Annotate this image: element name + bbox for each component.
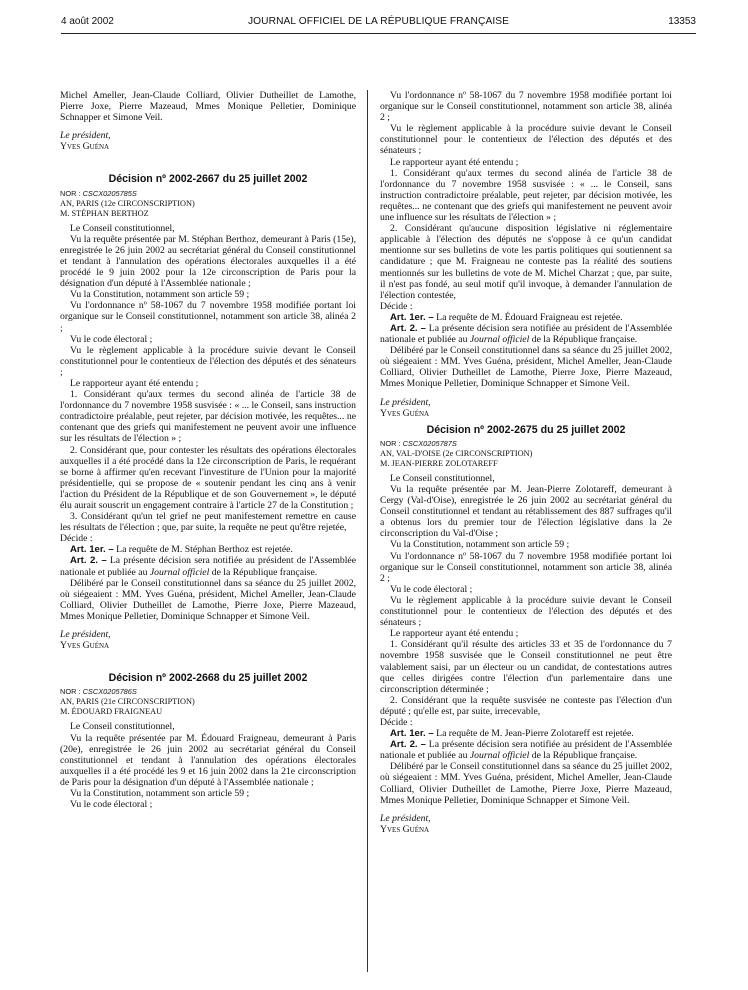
decision-caption [380, 449, 672, 469]
nor-reference [60, 188, 356, 199]
caption-constituency: AN, PARIS (21e CIRCONSCRIPTION) [60, 697, 195, 707]
signature-title: Le président, [380, 396, 431, 408]
paragraph: Vu le règlement applicable à la procédure suivie devant le Conseil constitutionnel pour le contentieux de l'élection des députés et des sénateurs ; [60, 344, 356, 378]
continued-delib: Michel Ameller, Jean-Claude Colliard, Olivier Dutheillet de Lamothe, Pierre Joxe, Pierre Mazeaud, Mmes Monique Pelletier, Dominique Schnapper et Simone Veil. [60, 90, 356, 124]
header-rule [61, 33, 696, 34]
nor-code: CSCX0205785S [82, 188, 137, 198]
paragraph: Le rapporteur ayant été entendu ; [390, 156, 519, 168]
nor-label: NOR : [60, 687, 81, 697]
decision-title: Décision nº 2002-2667 du 25 juillet 2002 [108, 173, 308, 186]
paragraph: Vu la Constitution, notamment son article 59 ; [390, 539, 570, 551]
decision-caption [60, 199, 356, 219]
article-text: La requête de M. Stéphan Berthoz est rejetée. [116, 544, 293, 556]
paragraph: Le rapporteur ayant été entendu ; [390, 628, 519, 640]
article-label: Art. 1er. – [390, 728, 434, 740]
decision-title: Décision nº 2002-2668 du 25 juillet 2002 [108, 672, 308, 685]
paragraph: Vu le règlement applicable à la procédure suivie devant le Conseil constitutionnel pour le contentieux de l'élection des députés et des sénateurs ; [380, 594, 672, 629]
decide-label: Décide : [60, 533, 93, 545]
right-column [380, 90, 672, 835]
article-text: La requête de M. Édouard Fraigneau est rejetée. [436, 311, 623, 323]
paragraph: Vu le règlement applicable à la procédure suivie devant le Conseil constitutionnel pour le contentieux de l'élection des députés et des sénateurs ; [380, 123, 672, 157]
article-label: Art. 2. – [70, 555, 107, 567]
caption-constituency: AN, PARIS (12e CIRCONSCRIPTION) [60, 198, 195, 208]
article-label: Art. 2. – [390, 739, 426, 751]
caption-applicant: M. JEAN-PIERRE ZOLOTAREFF [380, 458, 498, 468]
journal-title: JOURNAL OFFICIEL DE LA RÉPUBLIQUE FRANÇAISE [247, 16, 510, 27]
signature-title: Le président, [60, 629, 111, 641]
paragraph: 2. Considérant qu'aucune disposition législative ni réglementaire applicable à l'élection des députés ne s'oppose à ce qu'un candidat mentionne sur ses bulletins de vote les partis politiques qui soutiennent sa candidature ; que M. Fraigneau ne conteste pas la réalité des soutiens mentionnés sur les bulletins de vote de M. Michel Charzat ; que, par suite, il n'est pas fondé, au seul motif qu'il invoque, à demander l'annulation de l'élection contestée, [380, 223, 672, 301]
decision-2675 [380, 425, 672, 835]
nor-label: NOR : [60, 188, 81, 198]
article-label: Art. 1er. – [390, 311, 434, 323]
paragraph: Le Conseil constitutionnel, [70, 721, 175, 733]
paragraph: Vu l'ordonnance nº 58-1067 du 7 novembre 1958 modifiée portant loi organique sur le Conseil constitutionnel, notamment son article 38, alinéa 2 ; [380, 90, 672, 124]
signature-name: Yves Guéna [60, 640, 110, 652]
article-1 [60, 544, 356, 555]
journal-officiel: Journal officiel [149, 566, 210, 578]
article-text: de la République française. [531, 750, 638, 762]
decision-2668 [60, 673, 356, 810]
column-separator [367, 90, 368, 972]
paragraph: Vu la requête présentée par M. Stéphan Berthoz, demeurant à Paris (15e), enregistrée le 26 juin 2002 au secrétariat général du Conseil constitutionnel et tendant à l'annulation des opérations électorales auxquelles il a été procédé le 9 juin 2002 pour la 12e circonscription de Paris pour la désignation d'un député à l'Assemblée nationale ; [60, 233, 356, 290]
article-2 [60, 555, 356, 577]
signature-name: Yves Guéna [380, 823, 430, 835]
decision-title: Décision nº 2002-2675 du 25 juillet 2002 [426, 423, 626, 436]
article-text: La présente décision sera notifiée au président de l'Assemblée nationale et publiée au [60, 555, 356, 578]
decision-caption [60, 697, 356, 717]
page-header [61, 16, 696, 32]
paragraph: Vu la requête présentée par M. Édouard Fraigneau, demeurant à Paris (20e), enregistrée le 26 juin 2002 au secrétariat général du Conseil constitutionnel et tendant à l'annulation des opérations électorales auxquelles il a été procédé les 9 et 16 juin 2002 dans la 21e circonscription de Paris pour la désignation d'un député à l'Assemblée nationale ; [60, 732, 356, 788]
decision-2667 [60, 174, 356, 651]
signature-name: Yves Guéna [380, 407, 430, 419]
signature [380, 813, 672, 835]
signature-name: Yves Guéna [60, 141, 110, 153]
nor-reference [60, 686, 356, 697]
deliberation: Délibéré par le Conseil constitutionnel dans sa séance du 25 juillet 2002, où siégeaient : MM. Yves Guéna, président, Michel Ameller, Jean-Claude Colliard, Olivier Dutheillet de Lamothe, Pierre Joxe, Pierre Mazeaud, Mmes Monique Pelletier, Dominique Schnapper et Simone Veil. [60, 577, 356, 622]
decide-label: Décide : [380, 300, 413, 312]
paragraph: 1. Considérant qu'aux termes du second alinéa de l'article 38 de l'ordonnance du 7 novembre 1958 susvisée : « ... le Conseil, sans instruction contradictoire préalable, peut rejeter, par décision motivée, les requêtes... ne contenant que des griefs qui manifestement ne peuvent avoir une influence sur les résultats de l'élection » ; [380, 167, 672, 224]
journal-officiel: Journal officiel [469, 750, 530, 762]
paragraph: 2. Considérant que la requête susvisée ne conteste pas l'élection d'un député ; qu'elle est, par suite, irrecevable, [380, 694, 672, 717]
article-label: Art. 1er. – [70, 544, 114, 556]
article-1 [380, 728, 672, 739]
issue-date: 4 août 2002 [61, 16, 114, 27]
paragraph: 1. Considérant qu'aux termes du second alinéa de l'article 38 de l'ordonnance du 7 novembre 1958 susvisée : « ... le Conseil, sans instruction contradictoire préalable, peut rejeter, par décision motivée, les requêtes... ne contenant que des griefs qui manifestement ne peuvent avoir une influence sur les résultats de l'élection » ; [60, 389, 356, 445]
nor-code: CSCX0205787S [402, 438, 457, 448]
journal-officiel: Journal officiel [469, 334, 530, 346]
article-text: de la République française. [531, 334, 638, 346]
left-column [60, 90, 356, 810]
signature [60, 629, 356, 651]
paragraph: Le rapporteur ayant été entendu ; [70, 377, 199, 389]
caption-constituency: AN, VAL-D'OISE (2e CIRCONSCRIPTION) [380, 448, 533, 458]
signature-title: Le président, [60, 130, 111, 142]
caption-applicant: M. ÉDOUARD FRAIGNEAU [60, 707, 163, 717]
paragraph: 3. Considérant qu'un tel grief ne peut manifestement remettre en cause les résultats de l'élection ; que, par suite, la requête ne peut qu'être rejetée, [60, 511, 356, 534]
article-2 [380, 739, 672, 761]
deliberation: Délibéré par le Conseil constitutionnel dans sa séance du 25 juillet 2002, où siégeaient : MM. Yves Guéna, président, Michel Ameller, Jean-Claude Colliard, Olivier Dutheillet de Lamothe, Pierre Joxe, Pierre Mazeaud, Mmes Monique Pelletier, Dominique Schnapper et Simone Veil. [380, 761, 672, 806]
article-text: La requête de M. Jean-Pierre Zolotareff est rejetée. [436, 728, 634, 740]
paragraph: Le Conseil constitutionnel, [390, 472, 495, 484]
paragraph: Vu le code électoral ; [390, 583, 473, 595]
paragraph: Le Conseil constitutionnel, [70, 222, 175, 234]
article-2 [380, 323, 672, 345]
page-number: 13353 [668, 16, 696, 27]
article-label: Art. 2. – [390, 322, 426, 334]
decision-2668-continued [380, 90, 672, 419]
article-1 [380, 312, 672, 323]
signature-title: Le président, [380, 812, 431, 824]
paragraph: Vu la Constitution, notamment son article 59 ; [70, 289, 250, 301]
caption-applicant: M. STÉPHAN BERTHOZ [60, 208, 149, 218]
decide-label: Décide : [380, 716, 413, 728]
paragraph: Vu le code électoral ; [70, 333, 153, 345]
article-text: La présente décision sera notifiée au président de l'Assemblée nationale et publiée au [380, 322, 672, 346]
nor-label: NOR : [380, 438, 401, 448]
paragraph: Vu la requête présentée par M. Jean-Pierre Zolotareff, demeurant à Cergy (Val-d'Oise), enregistrée le 26 juin 2002 au secrétariat général du Conseil constitutionnel et tendant au rétablissement des 887 suffrages qu'il a obtenus lors du premier tour de l'élection législative dans la 2e circonscription du Val-d'Oise ; [380, 484, 672, 540]
paragraph: Vu l'ordonnance nº 58-1067 du 7 novembre 1958 modifiée portant loi organique sur le Conseil constitutionnel, notamment son article 38, alinéa 2 ; [60, 300, 356, 334]
deliberation: Délibéré par le Conseil constitutionnel dans sa séance du 25 juillet 2002, où siégeaient : MM. Yves Guéna, président, Michel Ameller, Jean-Claude Colliard, Olivier Dutheillet de Lamothe, Pierre Joxe, Pierre Mazeaud, Mmes Monique Pelletier, Dominique Schnapper et Simone Veil. [380, 345, 672, 390]
paragraph: Vu la Constitution, notamment son article 59 ; [70, 787, 250, 799]
paragraph: 1. Considérant qu'il résulte des articles 33 et 35 de l'ordonnance du 7 novembre 1958 susvisée que le Conseil constitutionnel ne peut être valablement saisi, par un électeur ou un candidat, de contestations autres que celles dirigées contre l'élection d'un parlementaire dans une circonscription déterminée ; [380, 639, 672, 695]
signature [380, 397, 672, 419]
nor-code: CSCX0205786S [82, 687, 137, 697]
article-text: de la République française. [211, 566, 318, 578]
nor-reference [380, 438, 672, 449]
article-text: La présente décision sera notifiée au président de l'Assemblée nationale et publiée au [380, 739, 672, 762]
paragraph: Vu l'ordonnance nº 58-1067 du 7 novembre 1958 modifiée portant loi organique sur le Conseil constitutionnel, notamment son article 38, alinéa 2 ; [380, 550, 672, 584]
paragraph: 2. Considérant que, pour contester les résultats des opérations électorales auxquelles il a été procédé dans la 12e circonscription de Paris, le requérant se borne à affirmer qu'en recevant l'investiture de l'Union pour la majorité présidentielle, qui se propose de « soutenir pendant les cinq ans à venir l'action du Président de la République et de son Gouvernement », le député élu aurait souscrit un engagement contraire à l'article 27 de la Constitution ; [60, 444, 356, 511]
signature [60, 130, 356, 152]
paragraph: Vu le code électoral ; [70, 799, 153, 811]
